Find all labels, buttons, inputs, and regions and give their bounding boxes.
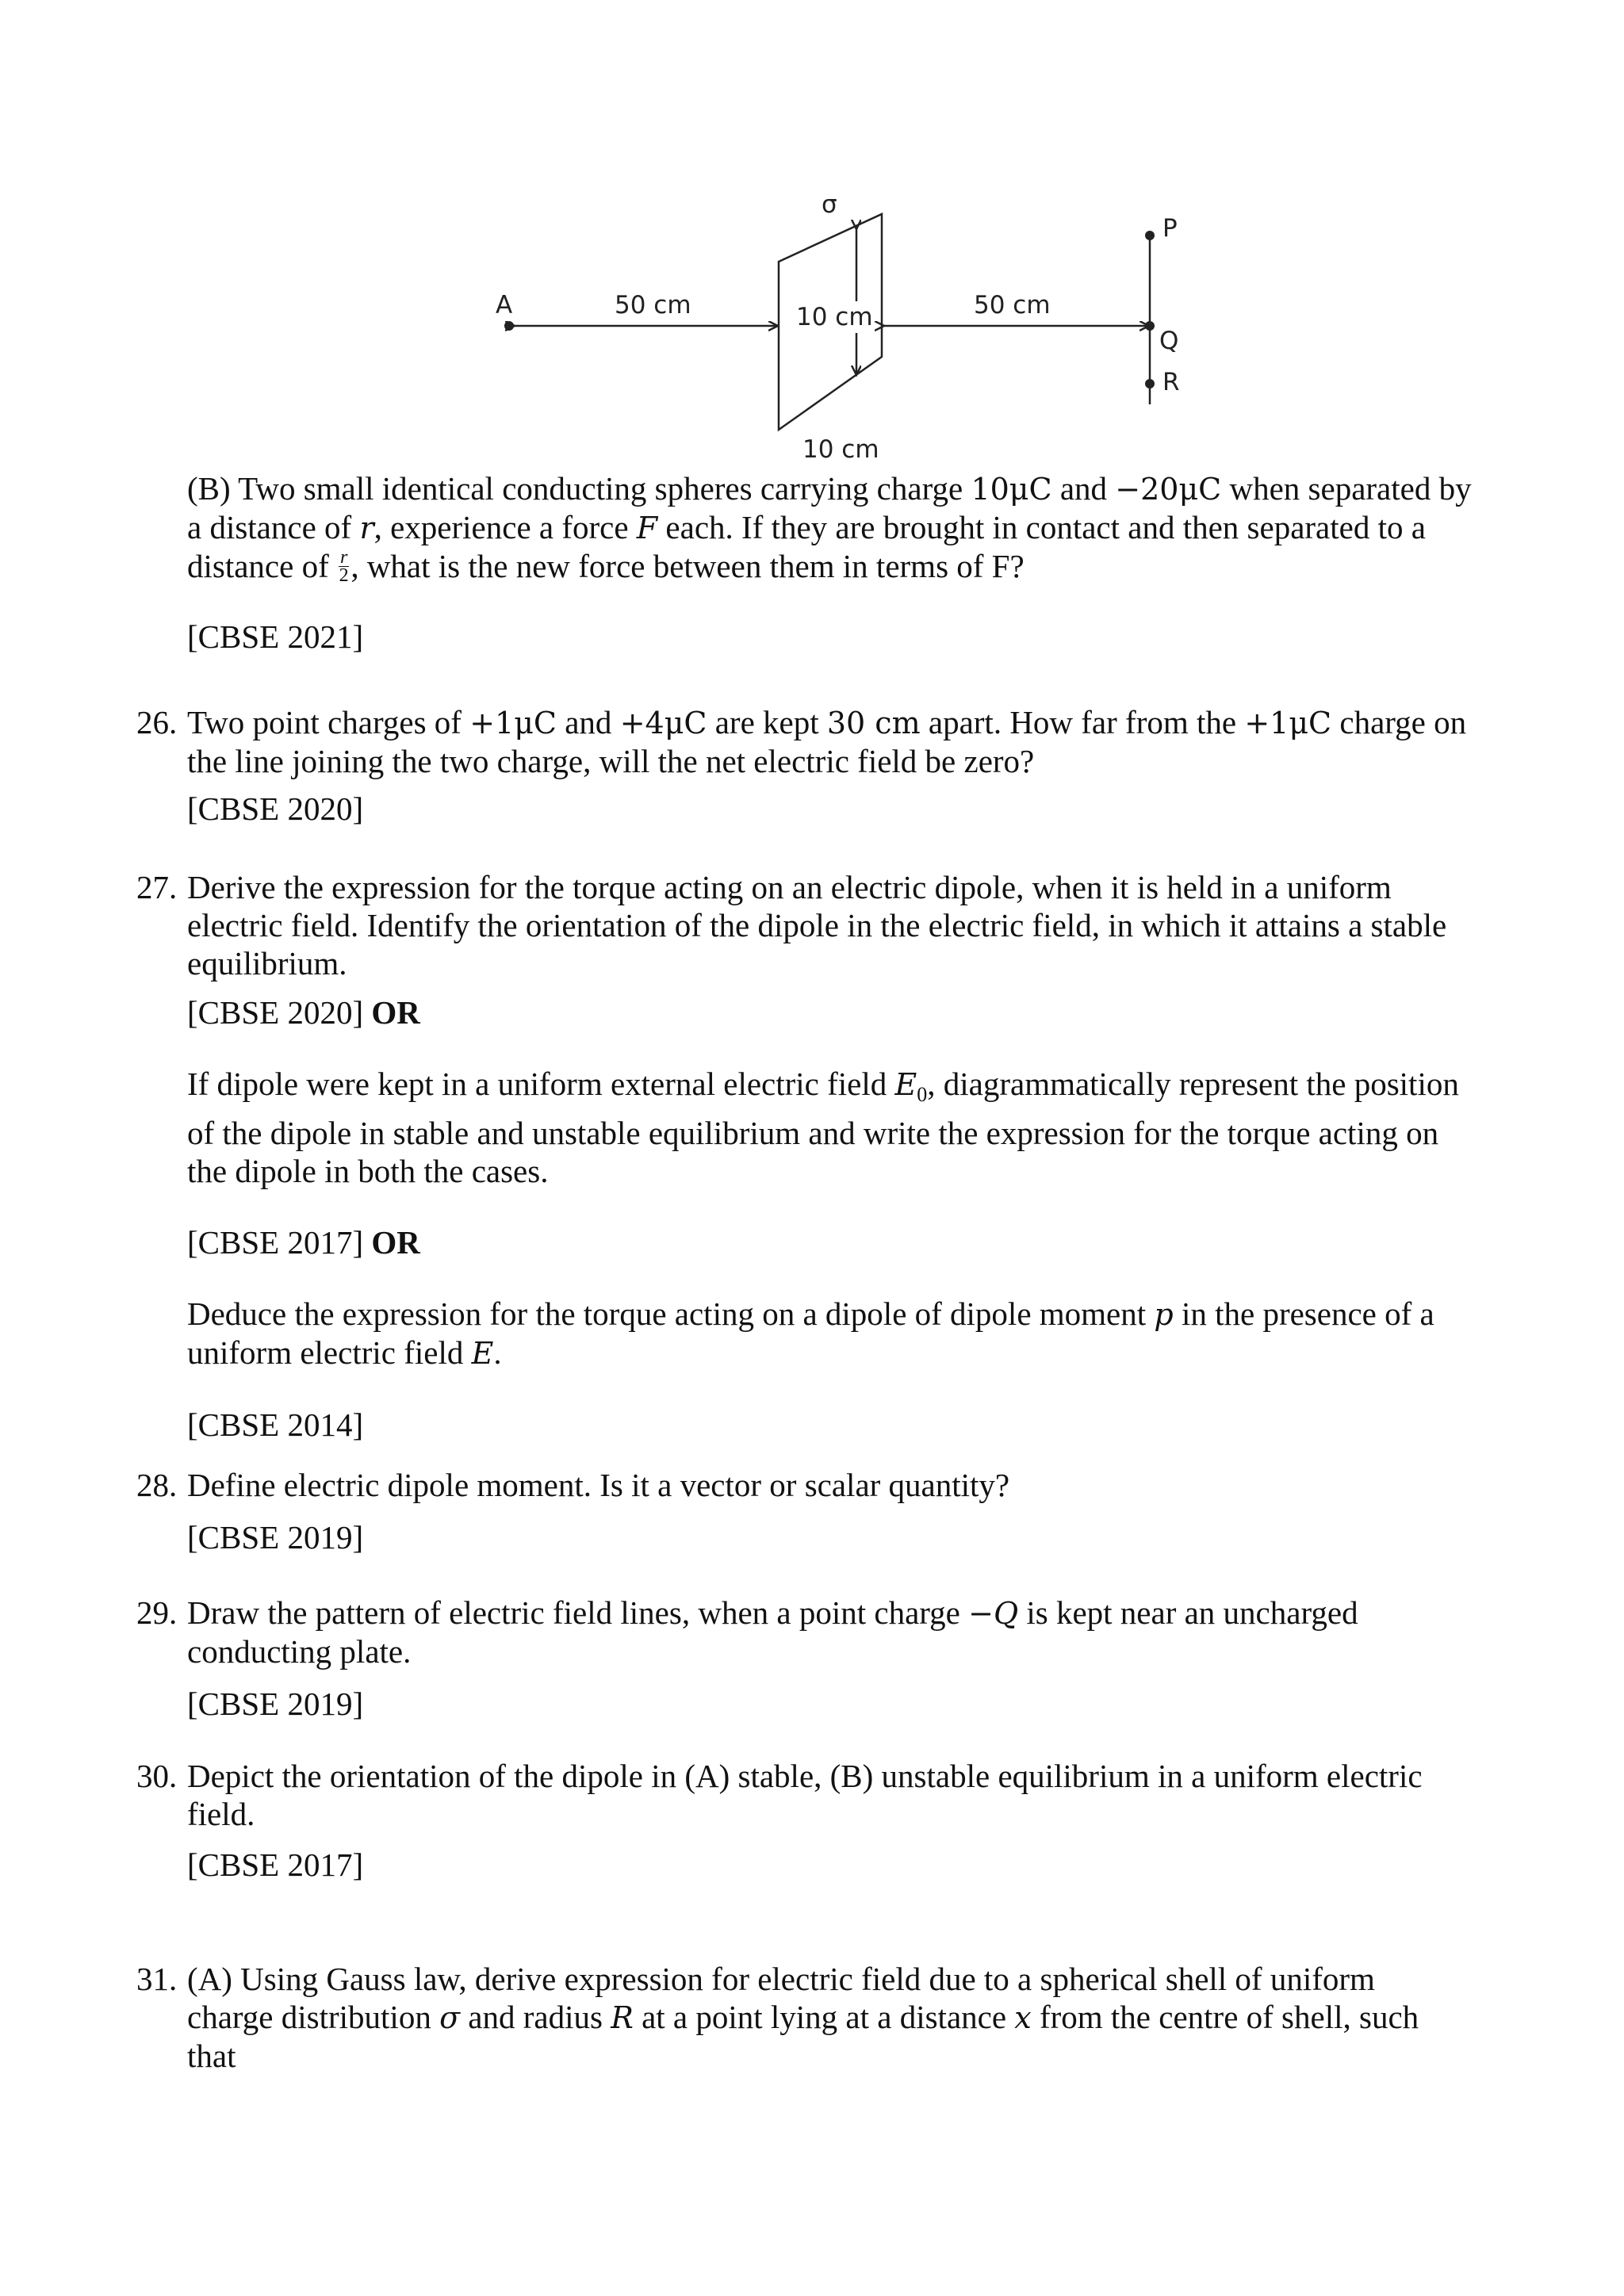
point-r-dot	[1145, 379, 1155, 388]
q29-line-2: conducting plate.	[187, 1633, 412, 1670]
question-25b	[187, 469, 1488, 656]
q31-line-1: (A) Using Gauss law, derive expression for electric field due to a spherical shell of uniform	[187, 1961, 1375, 1997]
q31-line-3: that	[187, 2038, 236, 2074]
q27-source-2: [CBSE 2017] OR	[187, 1224, 420, 1261]
q27-line-1: Derive the expression for the torque acting on an electric dipole, when it is held in a uniform	[187, 869, 1392, 905]
q29-source: [CBSE 2019]	[187, 1686, 364, 1722]
question-number: 29.	[136, 1594, 178, 1631]
label-r: R	[1162, 368, 1180, 396]
q31-line-2: charge distribution σ and radius R at a point lying at a distance x from the centre of shell, such	[187, 1999, 1419, 2035]
q27-line-3: equilibrium.	[187, 945, 347, 982]
q27-alt-2: Deduce the expression for the torque acting on a dipole of dipole moment p in the presence of a uniform electric field E.	[187, 1295, 1434, 1371]
label-p: P	[1162, 214, 1178, 243]
point-p-dot	[1145, 231, 1155, 240]
q25b-line-3: distance of $\frac{r}{2}$ , what is the new force between them in terms of F?	[187, 547, 1025, 587]
question-number: 26.	[136, 704, 178, 740]
q27-line-2: electric field. Identify the orientation of the dipole in the electric field, in which it attains a stable	[187, 907, 1447, 943]
charged-sheet-figure	[476, 190, 1189, 460]
q28-source: [CBSE 2019]	[187, 1519, 364, 1556]
question-number: 31.	[136, 1961, 178, 1997]
sheet-height-label: 10 cm	[796, 303, 873, 331]
q26-line-1: Two point charges of +1μC and +4μC are kept 30 cm apart. How far from the +1μC charge on	[187, 704, 1467, 740]
q25b-line-1: (B) Two small identical conducting spheres carrying charge 10μC and −20μC when separated by	[187, 470, 1472, 507]
q27-alt-1: If dipole were kept in a uniform external electric field $E_0$, diagrammatically represent the position of the dipole in stable and unstable equilibrium and write the expression for the torque acting on the dipole in both the cases.	[187, 1066, 1459, 1189]
q30-source: [CBSE 2017]	[187, 1846, 364, 1883]
charged-sheet-diagram	[476, 190, 1189, 460]
right-distance-label: 50 cm	[974, 291, 1051, 320]
q25b-source: [CBSE 2021]	[187, 618, 364, 656]
question-26	[136, 703, 1488, 828]
q28-line-1: Define electric dipole moment. Is it a vector or scalar quantity?	[187, 1467, 1010, 1503]
q27-source-1: [CBSE 2020] OR	[187, 994, 420, 1031]
q25b-line-2: a distance of r, experience a force F each. If they are brought in contact and then separated to a	[187, 509, 1426, 545]
point-q-dot	[1145, 321, 1155, 331]
q29-line-1: Draw the pattern of electric field lines, when a point charge −Q is kept near an uncharged	[187, 1594, 1358, 1631]
label-sigma: σ	[822, 190, 837, 219]
question-number: 28.	[136, 1467, 178, 1503]
point-a-dot	[504, 321, 514, 331]
q26-line-2: the line joining the two charge, will the net electric field be zero?	[187, 743, 1035, 779]
question-27	[136, 868, 1488, 1444]
label-a: A	[496, 291, 513, 320]
q30-line-2: field.	[187, 1796, 255, 1832]
question-28	[136, 1466, 1488, 1556]
q27-source-3: [CBSE 2014]	[187, 1406, 364, 1443]
label-q: Q	[1159, 327, 1179, 355]
question-number: 30.	[136, 1758, 178, 1794]
question-29	[136, 1594, 1488, 1723]
question-number: 27.	[136, 869, 178, 905]
fraction-r-over-2: $\frac{r}{2}$	[339, 547, 349, 587]
sheet-width-label: 10 cm	[802, 435, 879, 460]
question-30	[136, 1757, 1488, 1884]
question-31	[136, 1960, 1488, 2075]
q30-line-1: Depict the orientation of the dipole in (A) stable, (B) unstable equilibrium in a uniform electric	[187, 1758, 1423, 1794]
left-distance-label: 50 cm	[615, 291, 691, 320]
q26-source: [CBSE 2020]	[187, 790, 364, 827]
